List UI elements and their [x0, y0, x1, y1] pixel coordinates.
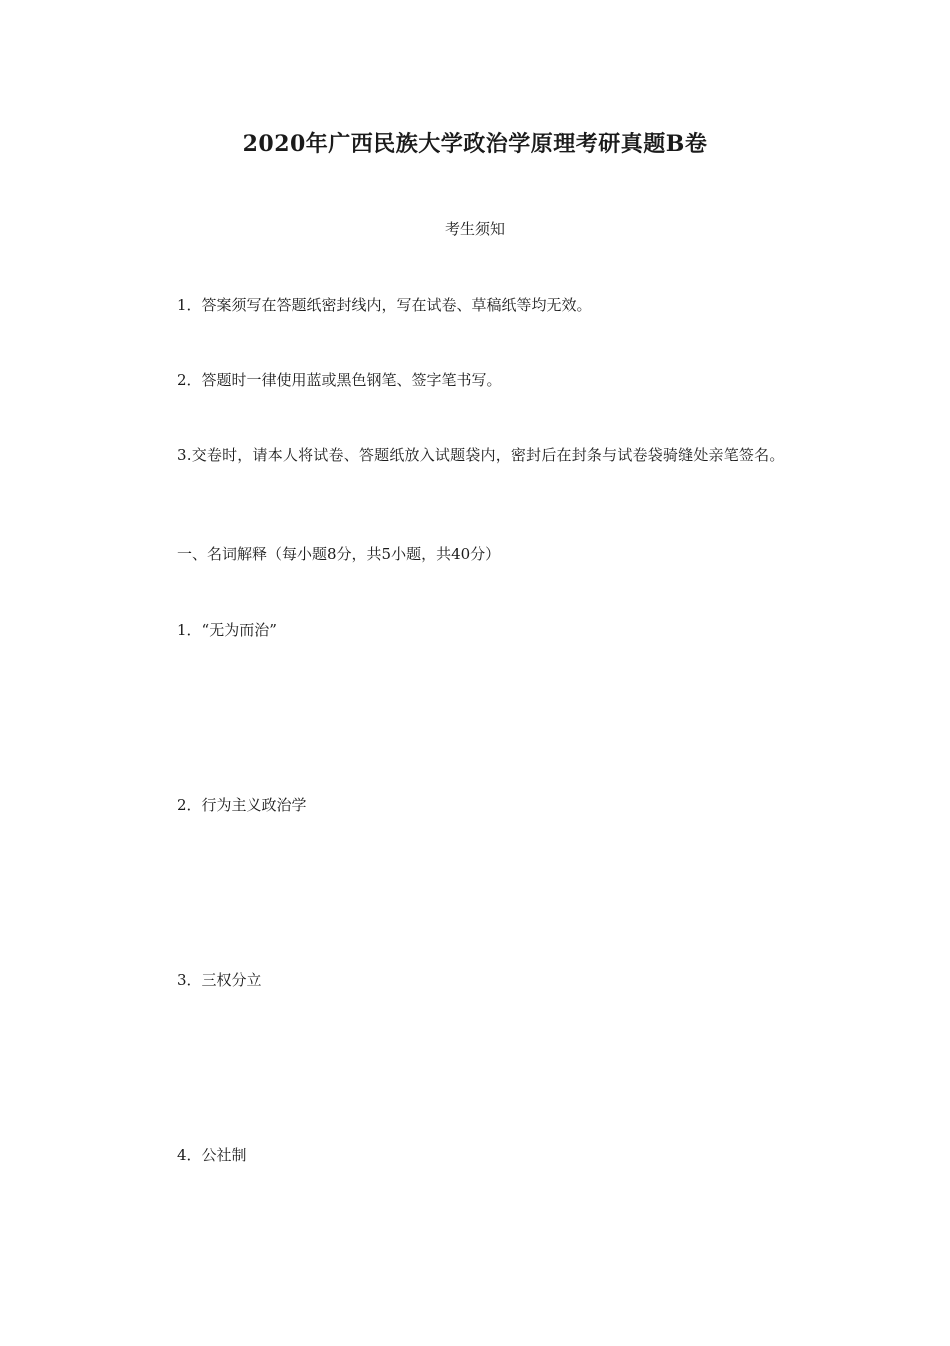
question-2: 2．行为主义政治学 — [177, 796, 307, 814]
notice-item-3: 3.交卷时，请本人将试卷、答题纸放入试题袋内，密封后在封条与试卷袋骑缝处亲笔签名。 — [177, 446, 785, 464]
question-3: 3．三权分立 — [177, 971, 262, 989]
section-heading: 一、名词解释（每小题8分，共5小题，共40分） — [177, 545, 501, 563]
question-4: 4．公社制 — [177, 1146, 247, 1164]
question-1: 1．“无为而治” — [177, 621, 277, 639]
notice-item-1: 1．答案须写在答题纸密封线内，写在试卷、草稿纸等均无效。 — [177, 296, 592, 314]
notice-heading: 考生须知 — [444, 220, 505, 238]
document-title: 2020年广西民族大学政治学原理考研真题B卷 — [242, 131, 708, 157]
notice-item-2: 2．答题时一律使用蓝或黑色钢笔、签字笔书写。 — [177, 371, 502, 389]
